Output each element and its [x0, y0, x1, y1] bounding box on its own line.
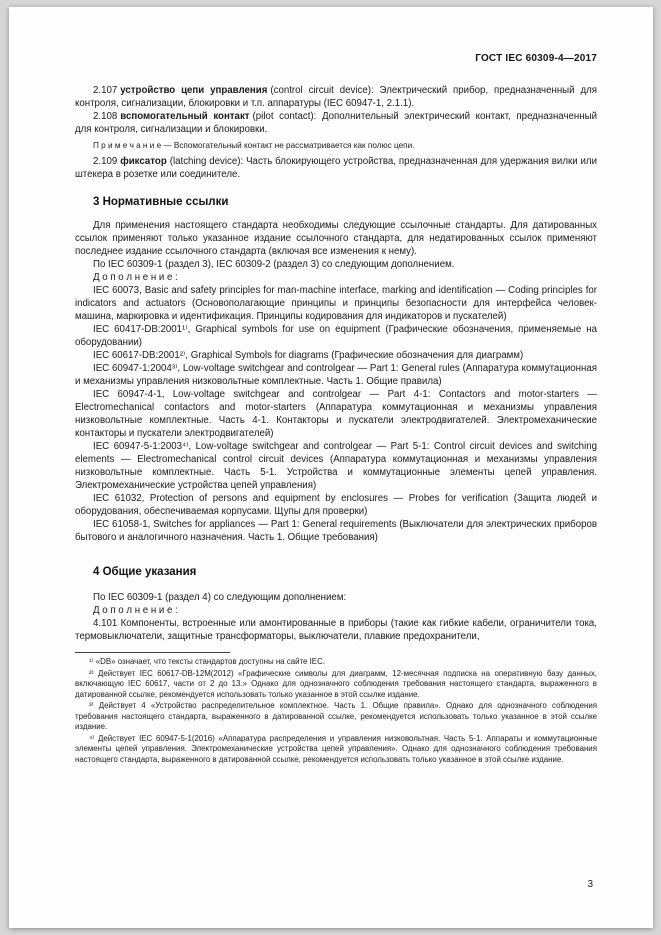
running-header: ГОСТ IEC 60309-4—2017	[475, 53, 597, 64]
section-3-heading: 3 Нормативные ссылки	[93, 196, 229, 208]
term-definition: (latching device): Часть блокирующего устройства, предназначенная для удержания вилки или штекера в розетке или соединителе.	[75, 156, 597, 180]
footnote-block	[75, 652, 597, 765]
section-4-paragraph: По IEC 60309-1 (раздел 4) со следующим дополнением:	[93, 592, 347, 603]
term-definition: (control circuit device): Электрический прибор, предназначенный для контроля, сигнализации, блокировки и т.п. аппаратуры (IEC 60947-1, 2.1.1).	[75, 85, 597, 109]
page-number: 3	[587, 879, 593, 890]
section-3-paragraph: Для применения настоящего стандарта необходимы следующие ссылочные стандарты. Для датированных ссылок применяют только указанное издание ссылочного стандарта, для недатированных ссылок применяют последнее издание ссылочного стандарта (включая все изменения к нему).	[75, 220, 597, 257]
term-definition: (pilot contact): Дополнительный электрический контакт, предназначенный для контроля, сигнализации и блокировки.	[75, 111, 597, 135]
term-paragraph-2107	[75, 84, 597, 110]
term-paragraph-2108	[75, 110, 597, 136]
reference-item: IEC 60073, Basic and safety principles for man-machine interface, marking and identification — Coding principles for indicators and actuators (Основополагающие принципы и принципы безопасности для интерфейса человек-машина, маркировка и идентификация. Принципы кодирования для индикаторов и пускателей)	[75, 285, 597, 322]
reference-item: IEC 61032, Protection of persons and equipment by enclosures — Probes for verification (Защита людей и оборудования, обеспечиваемая корпусами. Щупы для проверки)	[75, 493, 597, 517]
section-3-paragraph: По IEC 60309-1 (раздел 3), IEC 60309-2 (раздел 3) со следующим дополнением.	[93, 259, 455, 270]
section-4-addition-label: Д о п о л н е н и е :	[93, 605, 178, 616]
term-title: вспомогательный контакт	[120, 111, 250, 122]
reference-item: IEC 60947-1:2004³⁾, Low-voltage switchgear and controlgear — Part 1: General rules (Аппаратура коммутационная и механизмы управления низковольтные комплектные. Часть 1. Общие правила)	[75, 363, 597, 387]
document-page	[9, 7, 653, 928]
reference-item: IEC 60947-4-1, Low-voltage switchgear and controlgear — Part 4-1: Contactors and motor-starters — Electromechanical contactors and motor-starters (Аппаратура коммутационная и механизмы управления низковольтные комплектные. Часть 4-1. Контакторы и пускатели электродвигателей. Электромеханические контакторы и пускатели электродвигателей)	[75, 389, 597, 439]
term-title: фиксатор	[120, 156, 167, 167]
reference-item: IEC 60617-DB:2001²⁾, Graphical Symbols for diagrams (Графические обозначения для диаграмм)	[93, 350, 524, 361]
note-paragraph: П р и м е ч а н и е — Вспомогательный контакт не рассматривается как полюс цепи.	[93, 141, 415, 150]
section-4-paragraph: 4.101 Компоненты, встроенные или амонтированные в приборы (такие как гибкие кабели, ограничители тока, термовыключатели, защитные трансформаторы, выключатели, плавкие предохранители,	[75, 618, 597, 642]
term-number: 2.109	[93, 156, 118, 167]
term-title: устройство цепи управления	[120, 85, 268, 96]
footnote-item: ⁴⁾ Действует IEC 60947-5-1(2016) «Аппаратура распределения и управления низковольтная. Часть 5-1. Аппараты и коммутационные элементы цепей управления. Электромеханические устройства цепей управления». Однако для однозначного соблюдения требования настоящего стандарта, выраженного в датированной ссылке, рекомендуется использовать только указанное в этой ссылке издание.	[75, 733, 597, 764]
footnote-separator	[75, 652, 230, 653]
section-3-addition-label: Д о п о л н е н и е :	[93, 272, 178, 283]
term-number: 2.107	[93, 85, 118, 96]
footnote-item: ³⁾ Действует 4 «Устройство распределительное комплектное. Часть 1. Общие правила». Однако для однозначного соблюдения требования настоящего стандарта, выраженного в датированной ссылке, рекомендуется использовать только указанное в этой ссылке издание.	[75, 701, 597, 731]
reference-item: IEC 60947-5-1:2003⁴⁾, Low-voltage switchgear and controlgear — Part 5-1: Control circuit devices and switching elements — Electromechanical control circuit devices (Аппаратура коммутационная и механизмы управления низковольтные комплектные. Часть 5-1. Устройства и коммутационные элементы цепей управления. Электромеханические устройства цепей управления)	[75, 441, 597, 491]
term-number: 2.108	[93, 111, 118, 122]
term-paragraph-2109	[75, 155, 597, 181]
reference-item: IEC 61058-1, Switches for appliances — Part 1: General requirements (Выключатели для электрических приборов бытового и аналогичного назначения. Часть 1. Общие требования)	[75, 519, 597, 543]
footnote-item: ²⁾ Действует IEC 60617-DB-12M(2012) «Графические символы для диаграмм, 12-месячная подписка на оперативную базу данных, включающую IEC 60617, части от 2 до 13.» Однако для однозначного соблюдения требования настоящего стандарта, выраженного в датированной ссылке, рекомендуется использовать только указанное в этой ссылке издание.	[75, 668, 597, 699]
section-4-heading: 4 Общие указания	[93, 566, 197, 578]
footnote-item: ¹⁾ «DB» означает, что тексты стандартов доступны на сайте IEC.	[89, 657, 325, 666]
reference-item: IEC 60417-DB:2001¹⁾, Graphical symbols for use on equipment (Графические обозначения, применяемые на оборудовании)	[75, 324, 597, 348]
